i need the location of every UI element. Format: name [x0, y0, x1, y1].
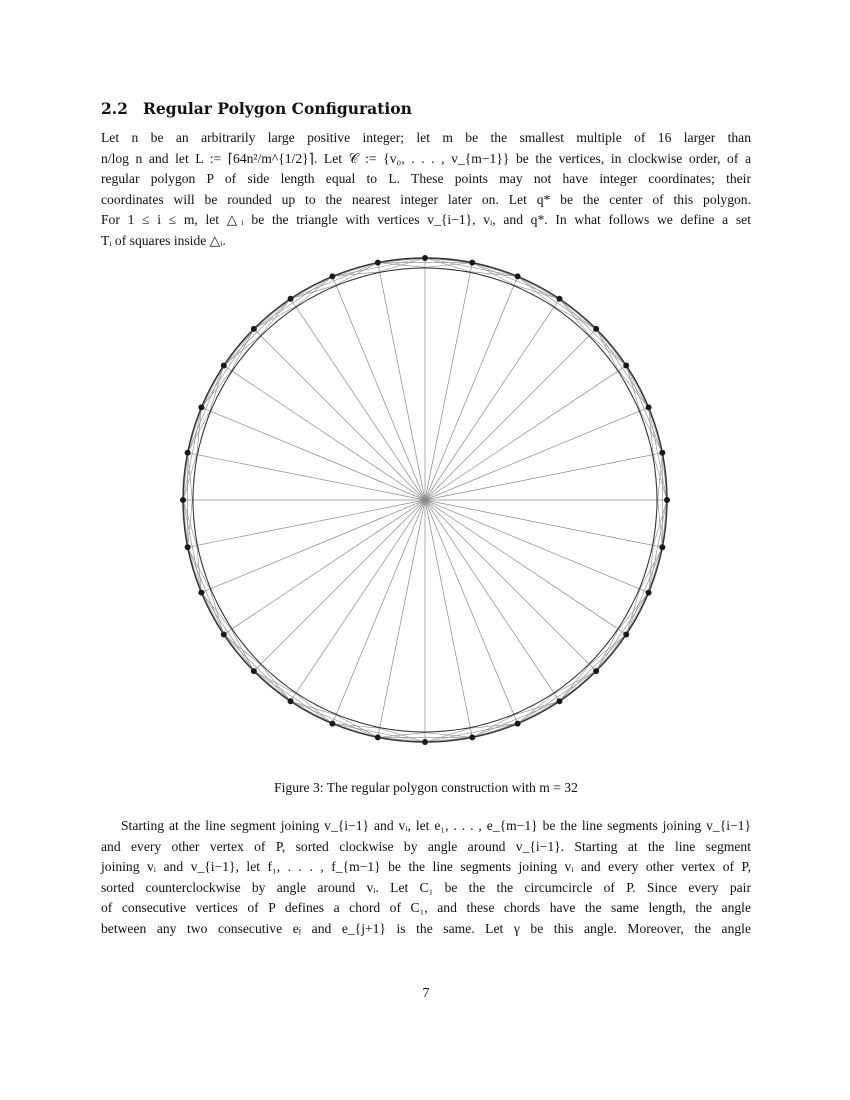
vertex-dot — [469, 734, 475, 740]
vertex-dot — [422, 739, 428, 745]
vertex-dot — [375, 734, 381, 740]
vertex-dot — [646, 404, 652, 410]
center-spoke — [425, 407, 649, 500]
paragraph-line: n/log n and let L := ⌈64n²/m^{1/2}⌉. Let 𝒞 := {v₀, . . . , v_{m−1}} be the vertices, in clockwise order, of a — [101, 150, 751, 166]
vertex-dot — [556, 698, 562, 704]
paragraph-line: between any two consecutive eⱼ and e_{j+1} is the same. Let γ be this angle. Moreover, the angle — [101, 920, 751, 936]
vertex-dot — [198, 404, 204, 410]
vertex-dot — [329, 273, 335, 279]
polygon-diagram — [175, 252, 675, 752]
paragraph-segments — [101, 816, 751, 940]
vertex-dot — [659, 544, 665, 550]
paragraph-line: sorted counterclockwise by angle around vᵢ. Let C₁ be the the circumcircle of P. Since every pair — [101, 879, 751, 895]
vertex-dot — [251, 668, 257, 674]
vertex-dot — [288, 698, 294, 704]
vertex-dot — [623, 363, 629, 369]
center-spoke — [425, 500, 518, 724]
center-spoke — [254, 329, 425, 500]
paragraph-line: of consecutive vertices of P defines a chord of C₁, and these chords have the same length, the angle — [101, 900, 751, 916]
paragraph-line: regular polygon P of side length equal to L. These points may not have integer coordinates; their — [101, 171, 751, 187]
vertex-dot — [375, 260, 381, 266]
center-spoke — [332, 276, 425, 500]
paragraph-line: and every other vertex of P, sorted clockwise by angle around v_{i−1}. Starting at the line segment — [101, 838, 751, 854]
paragraph-line: Let n be an arbitrarily large positive integer; let m be the smallest multiple of 16 larger than — [101, 130, 751, 145]
center-spoke — [201, 500, 425, 593]
vertex-dot — [623, 631, 629, 637]
paragraph-intro — [101, 128, 751, 252]
paragraph-line: Tᵢ of squares inside △ᵢ. — [101, 232, 226, 248]
vertex-dot — [221, 363, 227, 369]
vertex-dot — [646, 590, 652, 596]
vertex-dot — [221, 631, 227, 637]
vertex-dot — [288, 296, 294, 302]
figure-caption: Figure 3: The regular polygon construction with m = 32 — [274, 780, 578, 795]
vertex-dot — [185, 450, 191, 456]
vertex-dot — [251, 326, 257, 332]
paragraph-line: Starting at the line segment joining v_{i−1} and vᵢ, let e₁, . . . , e_{m−1} be the line segments joining v_{i−1} — [121, 818, 751, 833]
vertex-dot — [180, 497, 186, 503]
page-number: 7 — [422, 986, 430, 1001]
vertex-dot — [556, 296, 562, 302]
center-spoke — [425, 276, 518, 500]
center-spoke — [332, 500, 425, 724]
section-number: 2.2 — [101, 99, 128, 118]
center-point — [424, 499, 426, 501]
polygon-figure — [175, 252, 675, 752]
vertex-dot — [515, 273, 521, 279]
vertex-dot — [659, 450, 665, 456]
vertex-dot — [469, 260, 475, 266]
vertex-dot — [664, 497, 670, 503]
center-spoke — [425, 500, 596, 671]
section-heading — [101, 98, 751, 120]
vertex-dot — [198, 590, 204, 596]
center-spoke — [425, 329, 596, 500]
vertex-dot — [422, 255, 428, 261]
paragraph-line: coordinates will be rounded up to the nearest integer later on. Let q* be the center of this polygon. — [101, 191, 751, 207]
vertex-dot — [593, 668, 599, 674]
paragraph-line: For 1 ≤ i ≤ m, let △ᵢ be the triangle with vertices v_{i−1}, vᵢ, and q*. In what follows we define a set — [101, 212, 751, 228]
center-spoke — [254, 500, 425, 671]
center-spoke — [201, 407, 425, 500]
paragraph-line: joining vᵢ and v_{i−1}, let f₁, . . . , f_{m−1} be the line segments joining vᵢ and every other vertex of P, — [101, 859, 751, 875]
vertex-dot — [593, 326, 599, 332]
vertex-dot — [185, 544, 191, 550]
vertex-dot — [329, 721, 335, 727]
section-title: Regular Polygon Configuration — [143, 99, 412, 118]
vertex-dot — [515, 721, 521, 727]
center-spoke — [425, 500, 649, 593]
